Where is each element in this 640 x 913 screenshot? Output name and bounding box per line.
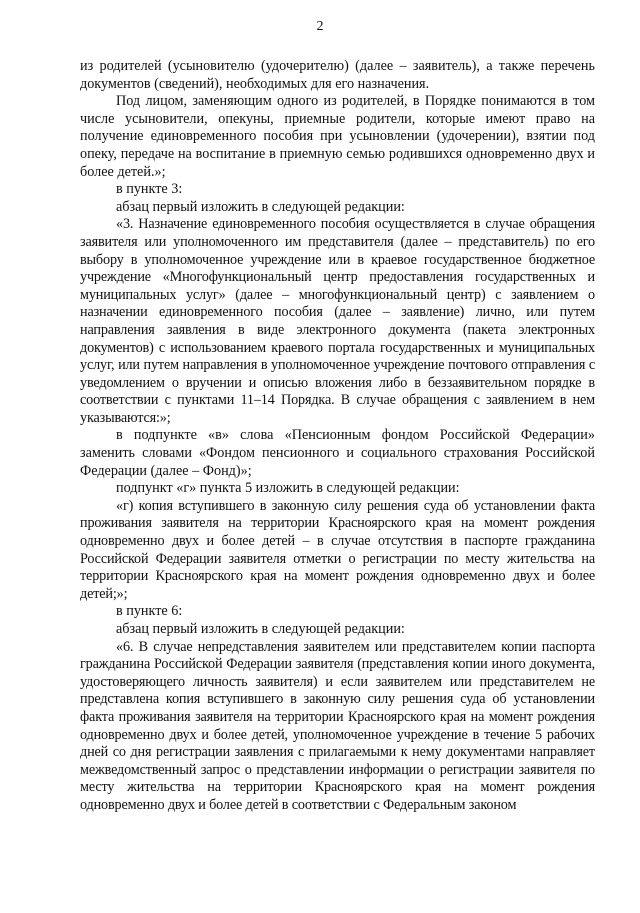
paragraph-subpoint-g: «г) копия вступившего в законную силу решения суда об установлении факта проживания заявителя на территории Красноярского края на момент рождения одновременно двух и более детей – в случае отсутствия в паспорте гражданина Российской Федерации заявителя отметки о регистрации по месту жительства на территории Красноярского края на момент рождения одновременно двух и более детей;»; bbox=[80, 497, 595, 602]
paragraph-subpoint-g-title: подпункт «г» пункта 5 изложить в следующей редакции: bbox=[116, 480, 460, 497]
paragraph-point-6: в пункте 6: bbox=[116, 603, 183, 620]
paragraph-first-abzac-3: абзац первый изложить в следующей редакции: bbox=[116, 198, 405, 215]
paragraph-first-abzac-6: абзац первый изложить в следующей редакции: bbox=[116, 621, 405, 637]
paragraph-definition: Под лицом, заменяющим одного из родителей, в Порядке понимаются в том числе усыновители, опекуны, приемные родители, которые имеют право на получение единовременного пособия при усыновлении (удочерении), взятии под опеку, передаче на воспитание в приемную семью родившихся одновременно двух и более детей.»; bbox=[80, 93, 595, 180]
paragraph-clause-6: «6. В случае непредставления заявителем или представителем копии паспорта гражданина Российской Федерации заявителя (представления копии иного документа, удостоверяющего личность заявителя) и если заявителем или представителем не представлена копия вступившего в законную силу решения суда об установлении факта проживания заявителя на территории Красноярского края на момент рождения одновременно двух и более детей, уполномоченное учреждение в течение 5 рабочих дней со дня регистрации заявления с прилагаемыми к нему документами направляет межведомственный запрос о представлении информации о регистрации заявителя по месту жительства на территории Красноярского края на момент рождения одновременно двух и более детей в соответствии с Федеральным законом bbox=[80, 638, 595, 813]
paragraph-clause-3: «3. Назначение единовременного пособия осуществляется в случае обращения заявителя или уполномоченного им представителя (далее – представитель) по его выбору в уполномоченное учреждение или в краевое государственное бюджетное учреждение «Многофункциональный центр предоставления государственных и муниципальных услуг» (далее – многофункциональный центр) с заявлением о назначении единовременного пособия (далее – заявление) лично, или путем направления заявления в виде электронного документа (пакета электронных документов) с использованием краевого портала государственных и муниципальных услуг, или путем направления в уполномоченное учреждение почтового отправления с уведомлением о вручении и описью вложения либо в беззаявительном порядке в соответствии с пунктами 11–14 Порядка. В случае обращения с заявлением в нем указываются:»; bbox=[80, 216, 595, 426]
paragraph-continuation: из родителей (усыновителю (удочерителю) (далее – заявитель), а также перечень документов (сведений), необходимых для его назначения. bbox=[80, 58, 595, 92]
paragraph-point-3: в пункте 3: bbox=[116, 181, 183, 198]
paragraph-subpoint-v: в подпункте «в» слова «Пенсионным фондом Российской Федерации» заменить словами «Фондом пенсионного и социального страхования Российской Федерации (далее – Фонд)»; bbox=[80, 427, 595, 479]
document-body bbox=[80, 58, 595, 815]
page-number: 2 bbox=[316, 19, 324, 34]
